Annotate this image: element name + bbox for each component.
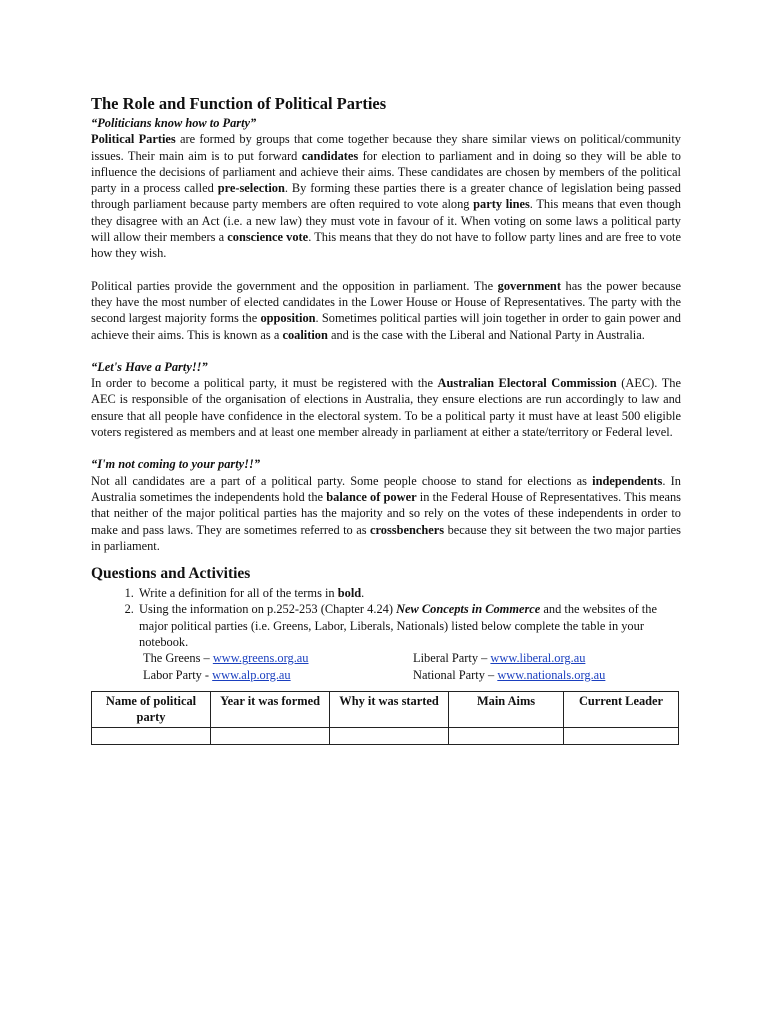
link-row-labor: Labor Party - www.alp.org.au [143, 667, 291, 682]
greens-link[interactable]: www.greens.org.au [212, 651, 309, 666]
table-cell [211, 727, 330, 744]
document-content [91, 94, 681, 745]
document-title: The Role and Function of Political Parties [91, 94, 387, 113]
table-cell [92, 727, 211, 744]
paragraph-registration: In order to become a political party, it must be registered with the Australian Electoral Commission (AEC). The AEC is responsible of the organisation of elections in Australia, they ensure elections are run accordingly to law and ensure that all people have confidence in the electoral system. To be a political party it must have at least 500 eligible voters registered as members and at least one member already in parliament at either a state/territory or Federal level. [91, 376, 681, 440]
table-cell [449, 727, 564, 744]
section-heading-have-a-party: “Let's Have a Party!!” [91, 359, 208, 374]
paragraph-government-opposition: Political parties provide the government and the opposition in parliament. The government has the power because they have the most number of elected candidates in the Lower House or House of Representatives. The party with the second largest majority forms the opposition. Sometimes political parties will join together in order to gain power and achieve their aims. This is known as a coalition and is the case with the Liberal and National Party in Australia. [91, 278, 681, 342]
questions-heading: Questions and Activities [91, 565, 251, 583]
column-header: Name of political party [92, 691, 211, 727]
table-row [92, 727, 679, 744]
section-heading-not-coming: “I'm not coming to your party!!” [91, 457, 261, 472]
table-cell [564, 727, 679, 744]
party-links [143, 650, 681, 683]
party-table [91, 691, 679, 745]
link-row-greens: The Greens – www.greens.org.au [143, 651, 309, 666]
nationals-link[interactable]: www.nationals.org.au [497, 667, 606, 682]
question-item: 2. Using the information on p.252-253 (Chapter 4.24) New Concepts in Commerce and the websites of the major political parties (i.e. Greens, Labor, Liberals, Nationals) listed below complete the table in your notebook. [137, 601, 681, 650]
section-heading-politicians: “Politicians know how to Party” [91, 116, 257, 130]
paragraph-independents: Not all candidates are a part of a political party. Some people choose to stand for elections as independents. In Australia sometimes the independents hold the balance of power in the Federal House of Representatives. This means that neither of the major political parties has the majority and so rely on the votes of these independents in order to make and pass laws. They are sometimes referred to as crossbenchers because they sit between the two major parties in parliament. [91, 473, 682, 553]
question-item: 1. Write a definition for all of the terms in bold. [137, 585, 681, 601]
column-header: Main Aims [449, 691, 564, 727]
column-header: Current Leader [564, 691, 679, 727]
link-row-liberal: Liberal Party – www.liberal.org.au [413, 651, 586, 666]
paragraph-political-parties: Political Parties are formed by groups that come together because they share similar views on political/community issues. Their main aim is to put forward candidates for election to parliament and in doing so they will be able to influence the decisions of parliament and achieve their aims. These candidates are chosen by members of the political party in a process called pre-selection. By forming these parties there is a greater chance of legislation being passed through parliament because party members are often required to vote along party lines. This means that even though they disagree with an Act (i.e. a new law) they must vote in favour of it. When voting on some laws a political party will allow their members a conscience vote. This means that they do not have to follow party lines and are free to vote how they wish. [91, 132, 681, 261]
labor-link[interactable]: www.alp.org.au [212, 667, 291, 682]
column-header: Why it was started [330, 691, 449, 727]
table-cell [330, 727, 449, 744]
liberal-link[interactable]: www.liberal.org.au [490, 651, 586, 666]
link-row-nationals: National Party – www.nationals.org.au [413, 667, 606, 682]
column-header: Year it was formed [211, 691, 330, 727]
questions-list [91, 585, 681, 650]
table-header-row [92, 691, 679, 727]
